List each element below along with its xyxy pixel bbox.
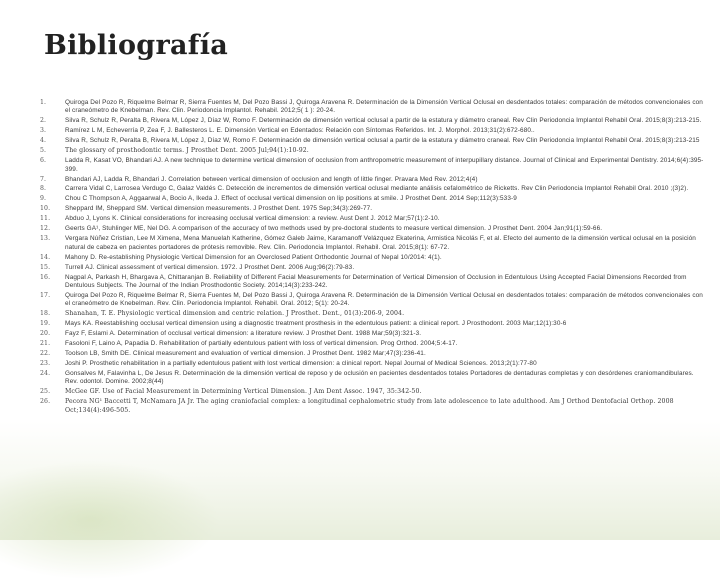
reference-number: 11. bbox=[40, 215, 51, 223]
reference-text: Sheppard IM, Sheppard SM. Vertical dimension measurements. J Prosthet Dent. 1975 Sep;34(3):269-77. bbox=[65, 205, 373, 213]
reference-number: 16. bbox=[40, 273, 51, 281]
reference-text: Bhandari AJ, Ladda R, Bhandari J. Correlation between vertical dimension of occlusion and length of little finger. Pravara Med Rev. 2012;4(4) bbox=[65, 175, 478, 183]
reference-text: Pecora NG¹ Baccetti T, McNamara JA Jr. The aging craniofacial complex: a longitudinal cephalometric study from late adolescence to late adulthood. Am J Orthod Dentofacial Orthop. 2008 Oct;134(4):496-505. bbox=[65, 398, 674, 414]
reference-item bbox=[40, 215, 708, 223]
reference-number: 9. bbox=[40, 195, 47, 203]
reference-text: Nagpal A, Parkash H, Bhargava A, Chittaranjan B. Reliability of Different Facial Measurements for Determination of Vertical Dimension of Occlusion in Edentulous Using Accepted Facial Dimensions Recorded from Dentulous Subjects. The Journal of the Indian Prosthodontic Society. 2014;14(3):233-242. bbox=[65, 273, 687, 289]
reference-number: 3. bbox=[40, 127, 47, 135]
reference-item bbox=[40, 127, 708, 135]
reference-item bbox=[40, 310, 708, 318]
reference-text: Ramírez L M, Echeverría P, Zea F, J. Ballesteros L. E. Dimensión Vertical en Edentados: Relación con Síntomas Referidos. Int. J. Morphol. 2013;31(2):672-680.. bbox=[65, 127, 535, 135]
reference-text: Toolson LB, Smith DE. Clinical measurement and evaluation of vertical dimension. J Prosthet Dent. 1982 Mar;47(3):236-41. bbox=[65, 350, 426, 358]
reference-text: Vergara Núñez Cristian, Lee M Ximena, Mena Manuelah Katherine, Gómez Galeb Jaime, Karamanoff Velázquez Ekaterina, Armistica Nicolás F, et al. Efecto del aumento de la dimensión vertical oclusal en la posición natural de cabeza en pacientes portadores de prótesis removible. Rev. Clin. Periodoncia Implantol. Rehabil. Oral. 2015;8(1): 67-72. bbox=[65, 235, 696, 251]
reference-item bbox=[40, 320, 708, 328]
reference-number: 14. bbox=[40, 253, 51, 261]
reference-text: Chou C Thompson A, Aggaarwal A, Bocio A, Ikeda J. Effect of occlusal vertical dimension on lip positions at smile. J Prosthet Dent. 2014 Sep;112(3):533-9 bbox=[65, 195, 517, 203]
reference-item bbox=[40, 292, 708, 309]
reference-number: 24. bbox=[40, 370, 51, 378]
reference-item bbox=[40, 205, 708, 213]
reference-text: Mahony D. Re-establishing Physiologic Vertical Dimension for an Overclosed Patient Orthodontic Journal of Nepal 10/2014: 4(1). bbox=[65, 253, 442, 261]
reference-item bbox=[40, 147, 708, 155]
reference-item bbox=[40, 99, 708, 116]
reference-number: 2. bbox=[40, 117, 47, 125]
reference-number: 25. bbox=[40, 388, 51, 396]
reference-item bbox=[40, 225, 708, 233]
reference-text: Gonsalves M, Falavinha L, De Jesus R. Determinación de la dimensión vertical de reposo y de oclusión en pacientes desdentados totales Portadores de dentaduras completas y con desórdenes craniomandibulares. Rev. odontol. Domine. 2002;8(44) bbox=[65, 370, 694, 386]
reference-item bbox=[40, 370, 708, 387]
reference-item bbox=[40, 330, 708, 338]
reference-text: Silva R, Schulz R, Peralta B, Rivera M, López J, Díaz W, Romo F. Determinación de dimensión vertical oclusal a partir de la estatura y diámetro craneal. Rev Clin Periodoncia Implantol Rehabil Oral. 2015;8(3):213-215 bbox=[65, 137, 700, 145]
reference-text: Silva R, Schulz R, Peralta B, Rivera M, López J, Díaz W, Romo F. Determinación de dimensión vertical oclusal a partir de la estatura y diámetro craneal. Rev Clin Periodoncia Implantol Rehabil Oral. 2015;8(3):213-215. bbox=[65, 117, 702, 125]
reference-text: Shanahan, T. E. Physiologic vertical dimension and centric relation. J Prosthet. Dent., 01(3):206-9, 2004. bbox=[65, 310, 405, 318]
reference-number: 6. bbox=[40, 157, 47, 165]
reference-item bbox=[40, 274, 708, 291]
reference-text: McGee GF. Use of Facial Measurement in Determining Vertical Dimension. J Am Dent Assoc. 1947, 35:342-50. bbox=[65, 388, 422, 396]
reference-number: 8. bbox=[40, 185, 47, 193]
reference-text: Mays KA. Reestablishing occlusal vertical dimension using a diagnostic treatment prosthesis in the edentulous patient: a clinical report. J Prosthodont. 2003 Mar;12(1):30-6 bbox=[65, 320, 567, 328]
reference-text: Geerts GA¹, Stuhlinger ME, Nel DG. A comparison of the accuracy of two methods used by pre-doctoral students to measure vertical dimension. J Prosthet Dent. 2004 Jan;91(1):59-66. bbox=[65, 225, 603, 233]
reference-text: Abduo J, Lyons K. Clinical considerations for increasing occlusal vertical dimension: a review. Aust Dent J. 2012 Mar;57(1):2-10. bbox=[65, 215, 440, 223]
reference-item bbox=[40, 264, 708, 272]
reference-item bbox=[40, 176, 708, 184]
reference-text: Fasoloni F, Laino A, Papadia D. Rehabilitation of partially edentulous patient with loss of vertical dimension. Prog Orthod. 2004;5:4-17. bbox=[65, 340, 458, 348]
reference-text: The glossary of prosthodontic terms. J Prosthet Dent. 2005 Jul;94(1):10-92. bbox=[65, 147, 309, 155]
reference-number: 10. bbox=[40, 205, 51, 213]
reference-text: Carrera Vidal C, Larrosea Verdugo C, Galaz Valdés C. Detección de incrementos de dimensión vertical oclusal mediante análisis cefalométrico de Ricketts. Rev Clin Periodoncia Implantol Rehabil Oral. 2010 ;(3)2). bbox=[65, 185, 689, 193]
reference-number: 26. bbox=[40, 398, 51, 406]
reference-text: Ladda R, Kasat VO, Bhandari AJ. A new technique to determine vertical dimension of occlusion from anthropometric measurement of interpupillary distance. Journal of Clinical and Experimental Dentistry. 2014;6(4):395-399. bbox=[65, 157, 704, 173]
reference-item bbox=[40, 360, 708, 368]
reference-item bbox=[40, 185, 708, 193]
reference-number: 13. bbox=[40, 235, 51, 243]
reference-text: Joshi P. Prosthetic rehabilitation in a partially edentulous patient with lost vertical dimension: a clinical report. Nepal Journal of Medical Sciences. 2013;2(1):77-80 bbox=[65, 360, 537, 368]
reference-number: 21. bbox=[40, 340, 51, 348]
reference-number: 19. bbox=[40, 320, 51, 328]
reference-number: 5. bbox=[40, 147, 47, 155]
reference-item bbox=[40, 388, 708, 396]
reference-number: 18. bbox=[40, 310, 51, 318]
reference-item bbox=[40, 117, 708, 125]
reference-number: 7. bbox=[40, 175, 47, 183]
reference-number: 20. bbox=[40, 330, 51, 338]
reference-number: 22. bbox=[40, 350, 51, 358]
reference-item bbox=[40, 254, 708, 262]
background-corner-glow bbox=[0, 460, 220, 580]
reference-item bbox=[40, 235, 708, 252]
reference-item bbox=[40, 137, 708, 145]
reference-item bbox=[40, 350, 708, 358]
reference-item bbox=[40, 157, 708, 174]
reference-text: Quiroga Del Pozo R, Riquelme Belmar R, Sierra Fuentes M, Del Pozo Bassi J, Quiroga Aravena R. Determinación de la Dimensión Vertical Oclusal en desdentados totales: comparación de métodos convencionales con el craneómetro de Knebelman. Rev. Clin. Periodoncia Implantol. Rehabil. Oral. 2012; 5(1): 20-24. bbox=[65, 291, 703, 308]
reference-number: 23. bbox=[40, 360, 51, 368]
reference-number: 1. bbox=[40, 99, 47, 106]
reference-number: 17. bbox=[40, 291, 51, 299]
reference-number: 12. bbox=[40, 225, 51, 233]
bibliography-list bbox=[40, 99, 708, 417]
reference-text: Quiroga Del Pozo R, Riquelme Belmar R, Sierra Fuentes M, Del Pozo Bassi J, Quiroga Aravena R. Determinación de la Dimensión Vertical Oclusal en desdentados totales: comparación de métodos convencionales con el craneómetro de Knebelman. Rev. Clin. Periodoncia Implantol. Rehabil. 2012;5( 1 ): 20-24. bbox=[65, 99, 703, 115]
reference-item bbox=[40, 195, 708, 203]
reference-text: Turrell AJ. Clinical assessment of vertical dimension. 1972. J Prosthet Dent. 2006 Aug;96(2):79-83. bbox=[65, 263, 355, 271]
reference-number: 15. bbox=[40, 263, 51, 271]
reference-number: 4. bbox=[40, 137, 47, 145]
reference-item bbox=[40, 340, 708, 348]
reference-item bbox=[40, 398, 708, 415]
reference-text: Fayz F, Eslami A. Determination of occlusal vertical dimension: a literature review. J Prosthet Dent. 1988 Mar;59(3):321-3. bbox=[65, 330, 422, 338]
page-title: Bibliografía bbox=[44, 30, 229, 61]
